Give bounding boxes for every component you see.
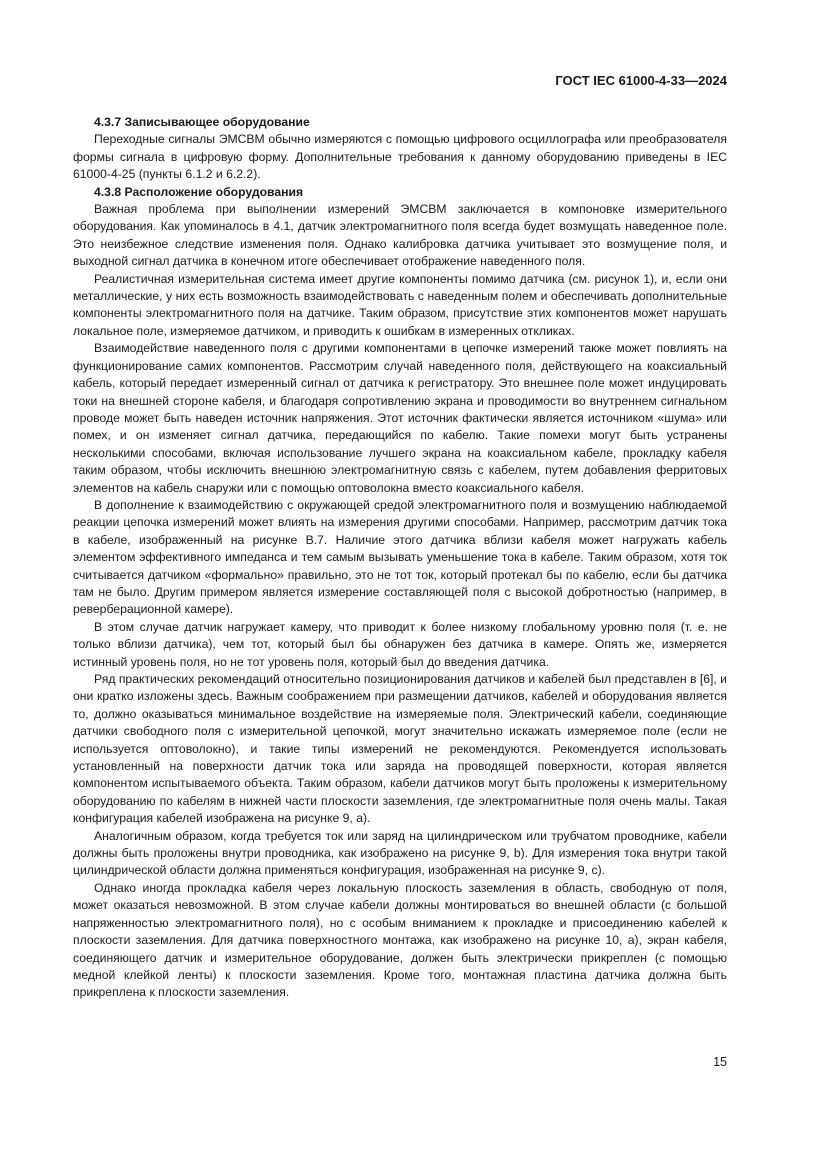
standard-number: ГОСТ IEC 61000-4-33—2024	[555, 73, 727, 88]
paragraph: Однако иногда прокладка кабеля через локальную плоскость заземления в область, свободную от поля, может оказаться невозможной. В этом случае кабели должны монтироваться во внешней области (с большой напряженностью электромагнитного поля), но с особым вниманием к прокладке и присоединению кабелей к плоскости заземления. Для датчика поверхностного монтажа, как изображено на рисунке 10, а), экран кабеля, соединяющего датчик и измерительное оборудование, должен быть электрически прикреплен (с помощью медной клейкой ленты) к плоскости заземления. Кроме того, монтажная пластина датчика должна быть прикреплена к плоскости заземления.	[73, 880, 727, 1000]
paragraph: В дополнение к взаимодействию с окружающей средой электромагнитного поля и возмущению наблюдаемой реакции цепочка измерений может влиять на измерения другими способами. Например, рассмотрим датчик тока в кабеле, изображенный на рисунке В.7. Наличие этого датчика вблизи кабеля может нагружать кабель элементом эффективного импеданса и тем самым вызывать уменьшение тока в кабеле. Таким образом, хотя ток считывается датчиком «формально» правильно, это не тот ток, который протекал бы по кабелю, если бы датчика там не было. Другим примером является измерение составляющей поля с высокой добротностью (например, в реверберационной камере).	[73, 497, 727, 617]
paragraph: Реалистичная измерительная система имеет другие компоненты помимо датчика (см. рисунок 1), и, если они металлические, у них есть возможность взаимодействовать с наведенным полем и обеспечивать дополнительные компоненты электромагнитного поля на датчике. Таким образом, присутствие этих компонентов может нарушать локальное поле, измеряемое датчиком, и приводить к ошибкам в измеренных откликах.	[73, 271, 727, 338]
paragraph: В этом случае датчик нагружает камеру, что приводит к более низкому глобальному уровню поля (т. е. не только вблизи датчика), чем тот, который был бы обнаружен без датчика в камере. Опять же, измеряется истинный уровень поля, но не тот уровень поля, который был до введения датчика.	[73, 619, 727, 669]
section-heading-4-3-7: 4.3.7 Записывающее оборудование	[94, 115, 310, 129]
page-number: 15	[713, 1055, 727, 1069]
document-body	[73, 114, 727, 1002]
paragraph: Переходные сигналы ЭМСВМ обычно измеряются с помощью цифрового осциллографа или преобразователя формы сигнала в цифровую форму. Дополнительные требования к данному оборудованию приведены в IEC 61000-4-25 (пункты 6.1.2 и 6.2.2).	[73, 132, 727, 182]
paragraph: Ряд практических рекомендаций относительно позиционирования датчиков и кабелей был представлен в [6], и они кратко изложены здесь. Важным соображением при размещении датчиков, кабелей и оборудования является то, должно оказываться минимальное воздействие на измеряемые поля. Электрический кабели, соединяющие датчики свободного поля с измерительной цепочкой, могут значительно искажать измеряемое поле (если не используется оптоволокно), и такие типы измерений не рекомендуются. Рекомендуется использовать установленный на поверхности датчик тока или заряда на проводящей поверхности, которая является компонентом испытываемого объекта. Таким образом, кабели датчиков могут быть проложены к измерительному оборудованию по кабелям в нижней части плоскости заземления, где электромагнитные поля очень малы. Такая конфигурация кабелей изображена на рисунке 9, а).	[73, 672, 727, 826]
section-heading-4-3-8: 4.3.8 Расположение оборудования	[94, 184, 304, 199]
paragraph: Аналогичным образом, когда требуется ток или заряд на цилиндрическом или трубчатом проводнике, кабели должны быть проложены внутри проводника, как изображено на рисунке 9, b). Для измерения тока внутри такой цилиндрической области должна применяться конфигурация, изображенная на рисунке 9, с).	[73, 828, 727, 878]
paragraph: Важная проблема при выполнении измерений ЭМСВМ заключается в компоновке измерительного оборудования. Как упоминалось в 4.1, датчик электромагнитного поля всегда будет возмущать наведенное поле. Это неизбежное следствие изменения поля. Однако калибровка датчика учитывает это возмущение поля, и выходной сигнал датчика в конечном итоге обеспечивает отображение наведенного поля.	[73, 202, 727, 269]
document-header	[555, 73, 727, 88]
paragraph: Взаимодействие наведенного поля с другими компонентами в цепочке измерений также может повлиять на функционирование самих компонентов. Рассмотрим случай наведенного поля, действующего на коаксиальный кабель, который передает измеренный сигнал от датчика к регистратору. Это внешнее поле может индуцировать токи на внешней стороне кабеля, и благодаря сопротивлению экрана и проводимости во внутреннем сигнальном проводе может быть наведен источник напряжения. Этот источник фактически является источником «шума» или помех, и он изменяет сигнал датчика, передающийся по кабелю. Такие помехи могут быть устранены несколькими способами, включая использование лучшего экрана на коаксиальном кабеле, прокладку кабеля таким образом, чтобы исключить внешнюю электромагнитную связь с кабелем, путем добавления ферритовых элементов на кабель снаружи или с помощью оптоволокна вместо коаксиального кабеля.	[73, 341, 727, 495]
